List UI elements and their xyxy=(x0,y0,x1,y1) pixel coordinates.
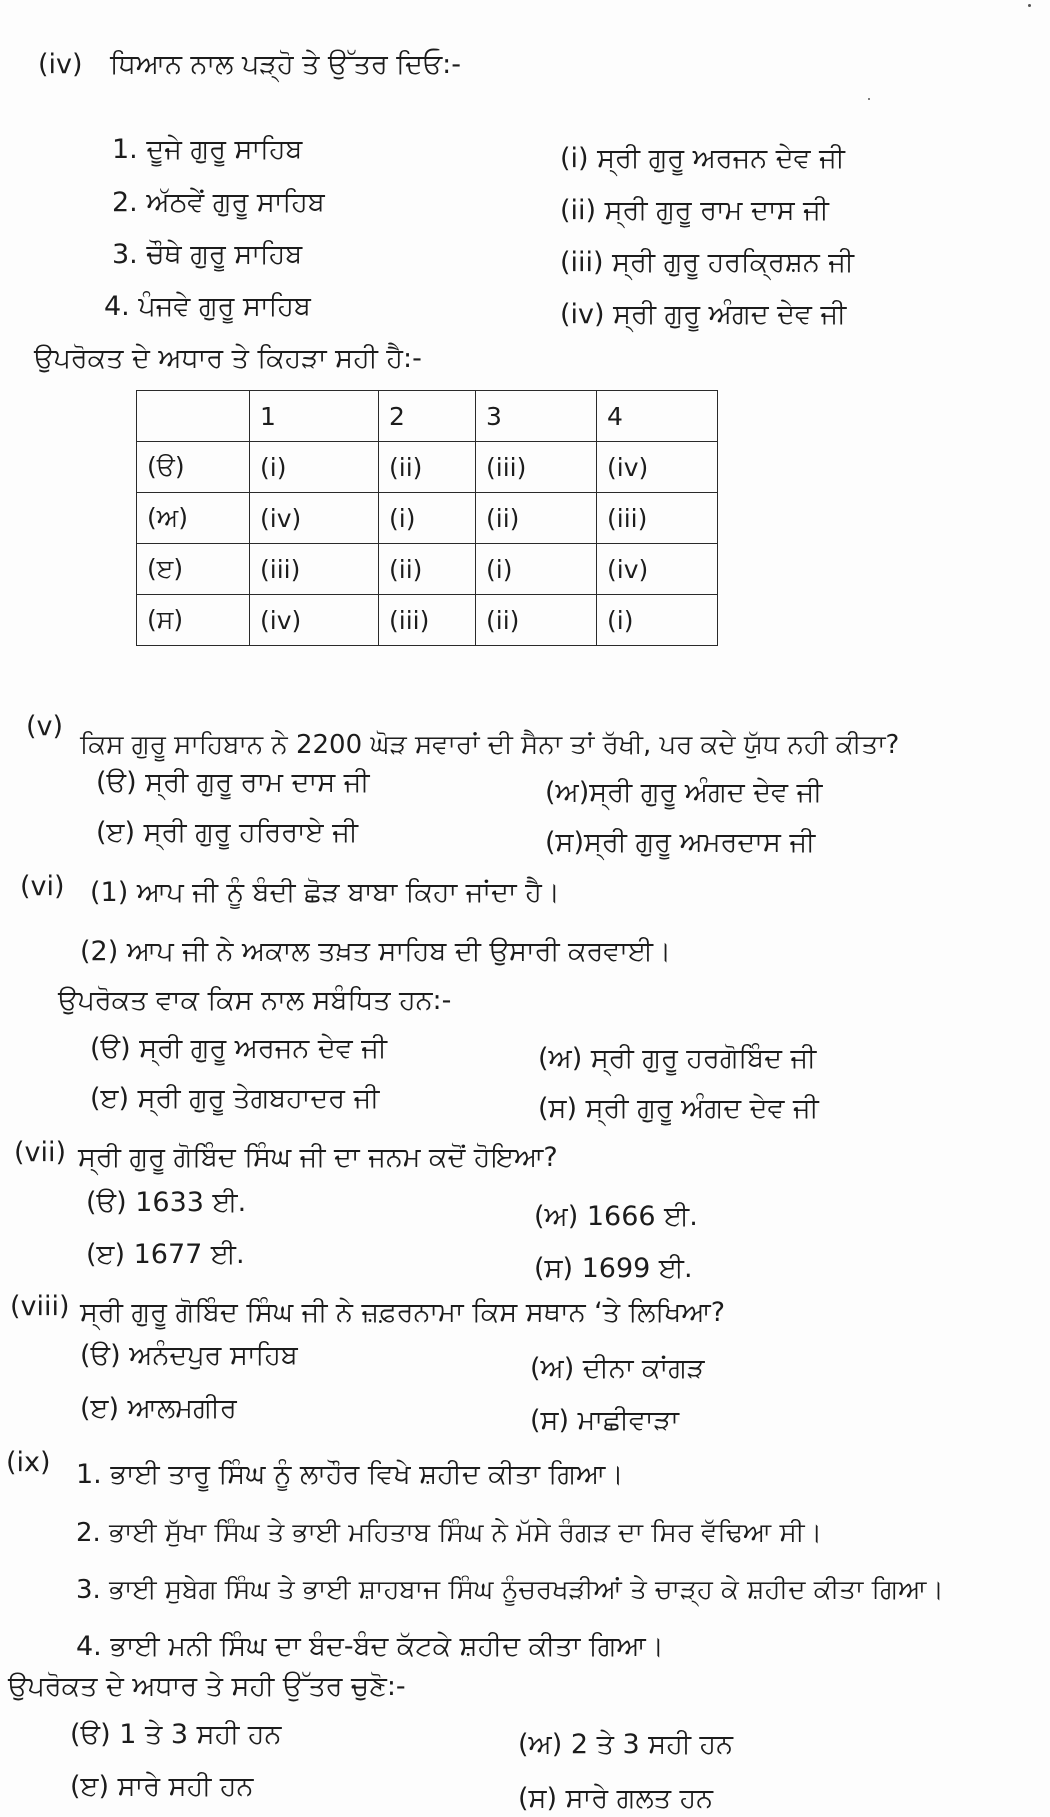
match-right-item: (iv) ਸ੍ਰੀ ਗੁਰੂ ਅੰਗਦ ਦੇਵ ਜੀ xyxy=(560,299,847,330)
table-cell: 4 xyxy=(597,391,718,442)
table-cell: (iv) xyxy=(597,442,718,493)
option-d: (ਸ) 1699 ਈ. xyxy=(534,1253,693,1284)
table-cell: (i) xyxy=(476,544,597,595)
table-row xyxy=(137,493,718,544)
question-ix-statement-4: 4. ਭਾਈ ਮਨੀ ਸਿੰਘ ਦਾ ਬੰਦ-ਬੰਦ ਕੱਟਕੇ ਸ਼ਹੀਦ ਕੀਤਾ ਗਿਆ। xyxy=(76,1631,664,1662)
scan-speck xyxy=(868,98,870,100)
question-viii-number: (viii) xyxy=(10,1291,70,1322)
option-a: (ੳ) ਸ੍ਰੀ ਗੁਰੂ ਅਰਜਨ ਦੇਵ ਜੀ xyxy=(90,1033,387,1064)
table-cell: (i) xyxy=(379,493,476,544)
table-cell: (ii) xyxy=(476,595,597,646)
question-iv-instruction: ਉਪਰੋਕਤ ਦੇ ਅਧਾਰ ਤੇ ਕਿਹੜਾ ਸਹੀ ਹੈ:- xyxy=(34,343,422,374)
table-cell: (iv) xyxy=(597,544,718,595)
table-cell: (ii) xyxy=(476,493,597,544)
option-b: (ਅ)ਸ੍ਰੀ ਗੁਰੂ ਅੰਗਦ ਦੇਵ ਜੀ xyxy=(545,777,823,808)
option-d: (ਸ) ਸ੍ਰੀ ਗੁਰੂ ਅੰਗਦ ਦੇਵ ਜੀ xyxy=(538,1093,819,1124)
match-right-item: (ii) ਸ੍ਰੀ ਗੁਰੂ ਰਾਮ ਦਾਸ ਜੀ xyxy=(560,195,829,226)
option-d: (ਸ) ਸਾਰੇ ਗਲਤ ਹਨ xyxy=(518,1783,714,1814)
table-header-row xyxy=(137,391,718,442)
option-b: (ਅ) ਦੀਨਾ ਕਾਂਗੜ xyxy=(530,1353,705,1384)
question-vii-number: (vii) xyxy=(14,1137,67,1168)
table-row xyxy=(137,595,718,646)
table-cell: 2 xyxy=(379,391,476,442)
match-right-item: (i) ਸ੍ਰੀ ਗੁਰੂ ਅਰਜਨ ਦੇਵ ਜੀ xyxy=(560,143,845,174)
table-cell: (ii) xyxy=(379,544,476,595)
question-v-text: ਕਿਸ ਗੁਰੂ ਸਾਹਿਬਾਨ ਨੇ 2200 ਘੋੜ ਸਵਾਰਾਂ ਦੀ ਸੈਨਾ ਤਾਂ ਰੱਖੀ, ਪਰ ਕਦੇ ਯੁੱਧ ਨਹੀ ਕੀਤਾ? xyxy=(80,730,900,760)
question-ix-statement-2: 2. ਭਾਈ ਸੁੱਖਾ ਸਿੰਘ ਤੇ ਭਾਈ ਮਹਿਤਾਬ ਸਿੰਘ ਨੇ ਮੱਸੇ ਰੰਗੜ ਦਾ ਸਿਰ ਵੱਢਿਆ ਸੀ। xyxy=(76,1518,823,1548)
match-left-item: 3. ਚੌਥੇ ਗੁਰੂ ਸਾਹਿਬ xyxy=(112,239,303,270)
table-cell: (iii) xyxy=(379,595,476,646)
option-b: (ਅ) ਸ੍ਰੀ ਗੁਰੂ ਹਰਗੋਬਿੰਦ ਜੀ xyxy=(538,1043,817,1074)
question-ix-instruction: ਉਪਰੋਕਤ ਦੇ ਅਧਾਰ ਤੇ ਸਹੀ ਉੱਤਰ ਚੁਣੋ:- xyxy=(8,1671,406,1702)
question-vi-instruction: ਉਪਰੋਕਤ ਵਾਕ ਕਿਸ ਨਾਲ ਸਬੰਧਿਤ ਹਨ:- xyxy=(58,985,452,1016)
question-v-number: (v) xyxy=(26,711,64,742)
table-cell: (ੲ) xyxy=(137,544,250,595)
match-left-item: 4. ਪੰਜਵੇ ਗੁਰੂ ਸਾਹਿਬ xyxy=(104,291,311,322)
option-b: (ਅ) 1666 ਈ. xyxy=(534,1201,698,1232)
table-cell: (ੳ) xyxy=(137,442,250,493)
table-row xyxy=(137,544,718,595)
table-cell: (iii) xyxy=(250,544,379,595)
option-c: (ੲ) ਸ੍ਰੀ ਗੁਰੂ ਤੇਗਬਹਾਦਰ ਜੀ xyxy=(90,1083,380,1114)
table-cell: (iii) xyxy=(476,442,597,493)
option-a: (ੳ) ਅਨੰਦਪੁਰ ਸਾਹਿਬ xyxy=(80,1340,298,1371)
question-ix-number: (ix) xyxy=(6,1447,51,1478)
option-b: (ਅ) 2 ਤੇ 3 ਸਹੀ ਹਨ xyxy=(518,1729,733,1760)
question-vi-number: (vi) xyxy=(20,871,65,902)
question-vi-statement-2: (2) ਆਪ ਜੀ ਨੇ ਅਕਾਲ ਤਖ਼ਤ ਸਾਹਿਬ ਦੀ ਉਸਾਰੀ ਕਰਵਾਈ। xyxy=(80,936,672,967)
table-cell: (i) xyxy=(597,595,718,646)
table-cell: 1 xyxy=(250,391,379,442)
option-c: (ੲ) ਆਲਮਗੀਰ xyxy=(80,1393,237,1424)
option-a: (ੳ) ਸ੍ਰੀ ਗੁਰੂ ਰਾਮ ਦਾਸ ਜੀ xyxy=(96,767,370,798)
match-left-item: 2. ਅੱਠਵੇਂ ਗੁਰੂ ਸਾਹਿਬ xyxy=(112,187,325,218)
option-c: (ੲ) ਸਾਰੇ ਸਹੀ ਹਨ xyxy=(70,1771,254,1802)
table-cell: (ii) xyxy=(379,442,476,493)
table-row xyxy=(137,442,718,493)
option-c: (ੲ) 1677 ਈ. xyxy=(86,1239,245,1270)
match-answer-table xyxy=(136,390,718,646)
table-cell xyxy=(137,391,250,442)
match-right-item: (iii) ਸ੍ਰੀ ਗੁਰੂ ਹਰਕ੍ਰਿਸ਼ਨ ਜੀ xyxy=(560,247,855,278)
table-cell: (iv) xyxy=(250,493,379,544)
question-iv-number: (iv) xyxy=(38,49,83,80)
match-left-item: 1. ਦੂਜੇ ਗੁਰੂ ਸਾਹਿਬ xyxy=(112,134,303,165)
question-viii-text: ਸ੍ਰੀ ਗੁਰੂ ਗੋਬਿੰਦ ਸਿੰਘ ਜੀ ਨੇ ਜ਼ਫ਼ਰਨਾਮਾ ਕਿਸ ਸਥਾਨ ‘ਤੇ ਲਿਖਿਆ? xyxy=(80,1297,726,1328)
question-ix-statement-1: 1. ਭਾਈ ਤਾਰੂ ਸਿੰਘ ਨੂੰ ਲਾਹੌਰ ਵਿਖੇ ਸ਼ਹੀਦ ਕੀਤਾ ਗਿਆ। xyxy=(76,1459,624,1490)
table-cell: (i) xyxy=(250,442,379,493)
scan-speck xyxy=(1028,4,1031,7)
question-vi-statement-1: (1) ਆਪ ਜੀ ਨੂੰ ਬੰਦੀ ਛੋੜ ਬਾਬਾ ਕਿਹਾ ਜਾਂਦਾ ਹੈ। xyxy=(90,877,560,908)
option-a: (ੳ) 1 ਤੇ 3 ਸਹੀ ਹਨ xyxy=(70,1719,282,1750)
table-cell: (ਸ) xyxy=(137,595,250,646)
option-d: (ਸ) ਮਾਛੀਵਾੜਾ xyxy=(530,1405,679,1436)
table-cell: (iii) xyxy=(597,493,718,544)
option-a: (ੳ) 1633 ਈ. xyxy=(86,1187,247,1218)
question-vii-text: ਸ੍ਰੀ ਗੁਰੂ ਗੋਬਿੰਦ ਸਿੰਘ ਜੀ ਦਾ ਜਨਮ ਕਦੋਂ ਹੋਇਆ? xyxy=(78,1142,558,1173)
table-cell: 3 xyxy=(476,391,597,442)
table-cell: (iv) xyxy=(250,595,379,646)
option-d: (ਸ)ਸ੍ਰੀ ਗੁਰੂ ਅਮਰਦਾਸ ਜੀ xyxy=(545,827,816,858)
table-cell: (ਅ) xyxy=(137,493,250,544)
question-iv-prompt: ਧਿਆਨ ਨਾਲ ਪੜ੍ਹੋ ਤੇ ਉੱਤਰ ਦਿਓ:- xyxy=(110,49,462,80)
question-ix-statement-3: 3. ਭਾਈ ਸੁਬੇਗ ਸਿੰਘ ਤੇ ਭਾਈ ਸ਼ਾਹਬਾਜ ਸਿੰਘ ਨੂੰਚਰਖੜੀਆਂ ਤੇ ਚਾੜ੍ਹ ਕੇ ਸ਼ਹੀਦ ਕੀਤਾ ਗਿਆ। xyxy=(76,1575,944,1605)
option-c: (ੲ) ਸ੍ਰੀ ਗੁਰੂ ਹਰਿਰਾਏ ਜੀ xyxy=(96,817,358,848)
